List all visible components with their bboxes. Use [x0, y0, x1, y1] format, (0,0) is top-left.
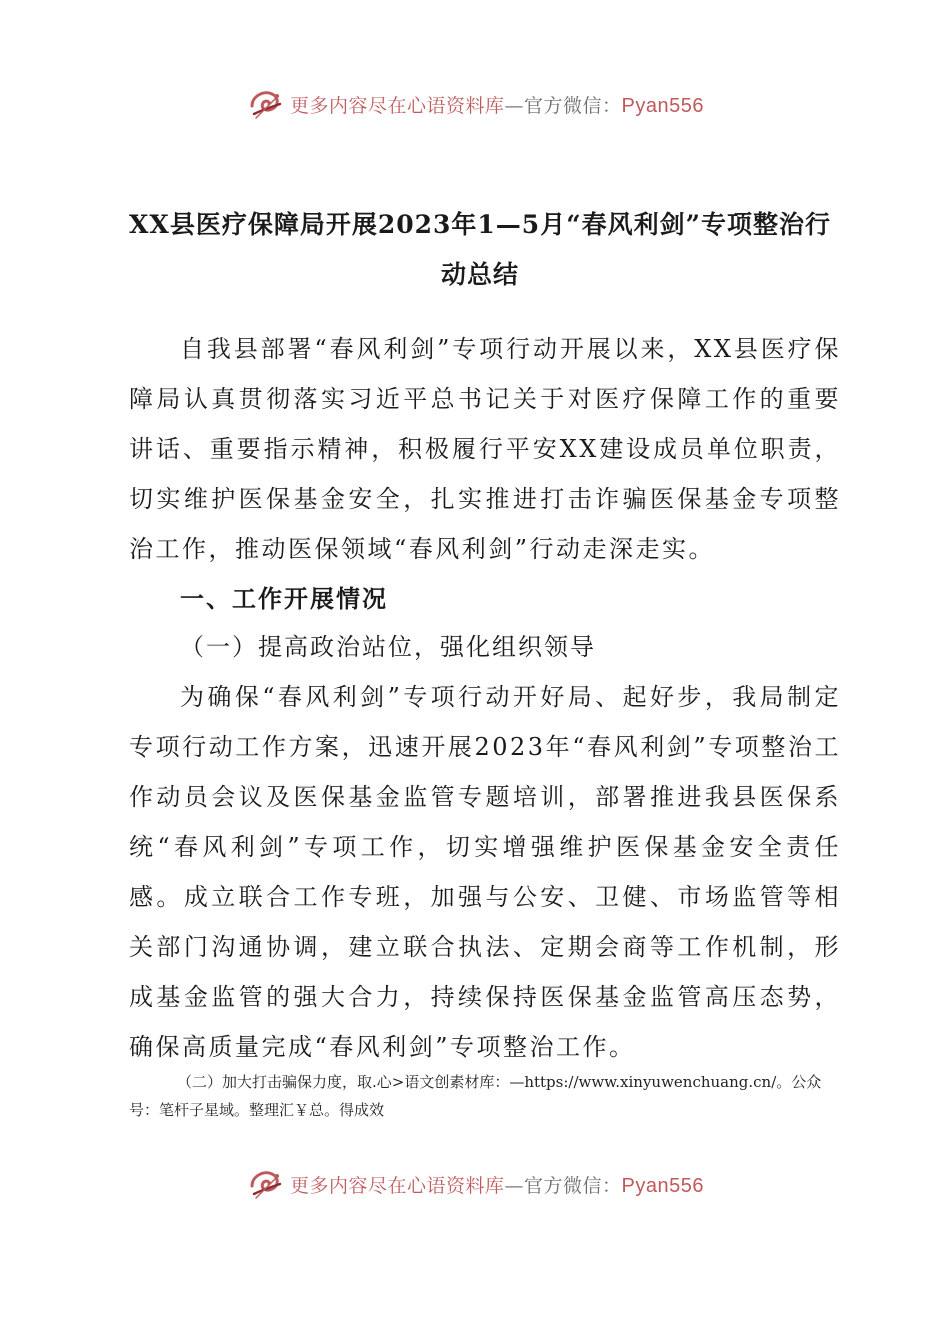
footer-banner — [0, 1162, 950, 1206]
banner-separator: — — [504, 1174, 525, 1197]
banner-text — [290, 91, 704, 118]
header-banner — [0, 82, 950, 126]
subsection-heading: （一）提高政治站位，强化组织领导 — [180, 633, 596, 661]
section-heading: 一、工作开展情况 — [180, 584, 388, 613]
title-line-1: XX县医疗保障局开展2023年1—5月“春风利剑”专项整治行 — [129, 210, 831, 239]
title-line-2: 动总结 — [440, 260, 519, 289]
banner-main-text: 更多内容尽在心语资料库 — [290, 94, 505, 117]
brush-swirl-logo-icon — [246, 1164, 286, 1204]
banner-separator: — — [504, 94, 525, 117]
banner-wechat-id: Pyan556 — [621, 94, 704, 117]
footnote-text: （二）加大打击骗保力度，取.心>语文创素材库：—https://www.xinyuwenchuang.cn/。公众号：笔杆子星域。整理汇￥总。得成效 — [129, 1073, 822, 1119]
banner-text — [290, 1171, 704, 1198]
brush-swirl-logo-icon — [246, 84, 286, 124]
paragraph-organization: 为确保“春风利剑”专项行动开好局、起好步，我局制定专项行动工作方案，迅速开展2023年“春风利剑”专项整治工作动员会议及医保基金监管专题培训，部署推进我县医保系统“春风利剑”专项工作，切实增强维护医保基金安全责任感。成立联合工作专班，加强与公安、卫健、市场监管等相关部门沟通协调，建立联合执法、定期会商等工作机制，形成基金监管的强大合力，持续保持医保基金监管高压态势，确保高质量完成“春风利剑”专项整治工作。 — [129, 683, 841, 1061]
page-title — [120, 200, 840, 300]
banner-wechat-label: 官方微信： — [524, 1174, 622, 1197]
banner-wechat-id: Pyan556 — [621, 1174, 704, 1197]
paragraph-intro: 自我县部署“春风利剑”专项行动开展以来，XX县医疗保障局认真贯彻落实习近平总书记关于对医疗保障工作的重要讲话、重要指示精神，积极履行平安XX建设成员单位职责，切实维护医保基金安全，扎实推进打击诈骗医保基金专项整治工作，推动医保领域“春风利剑”行动走深走实。 — [129, 335, 841, 563]
banner-main-text: 更多内容尽在心语资料库 — [290, 1174, 505, 1197]
banner-wechat-label: 官方微信： — [524, 94, 622, 117]
